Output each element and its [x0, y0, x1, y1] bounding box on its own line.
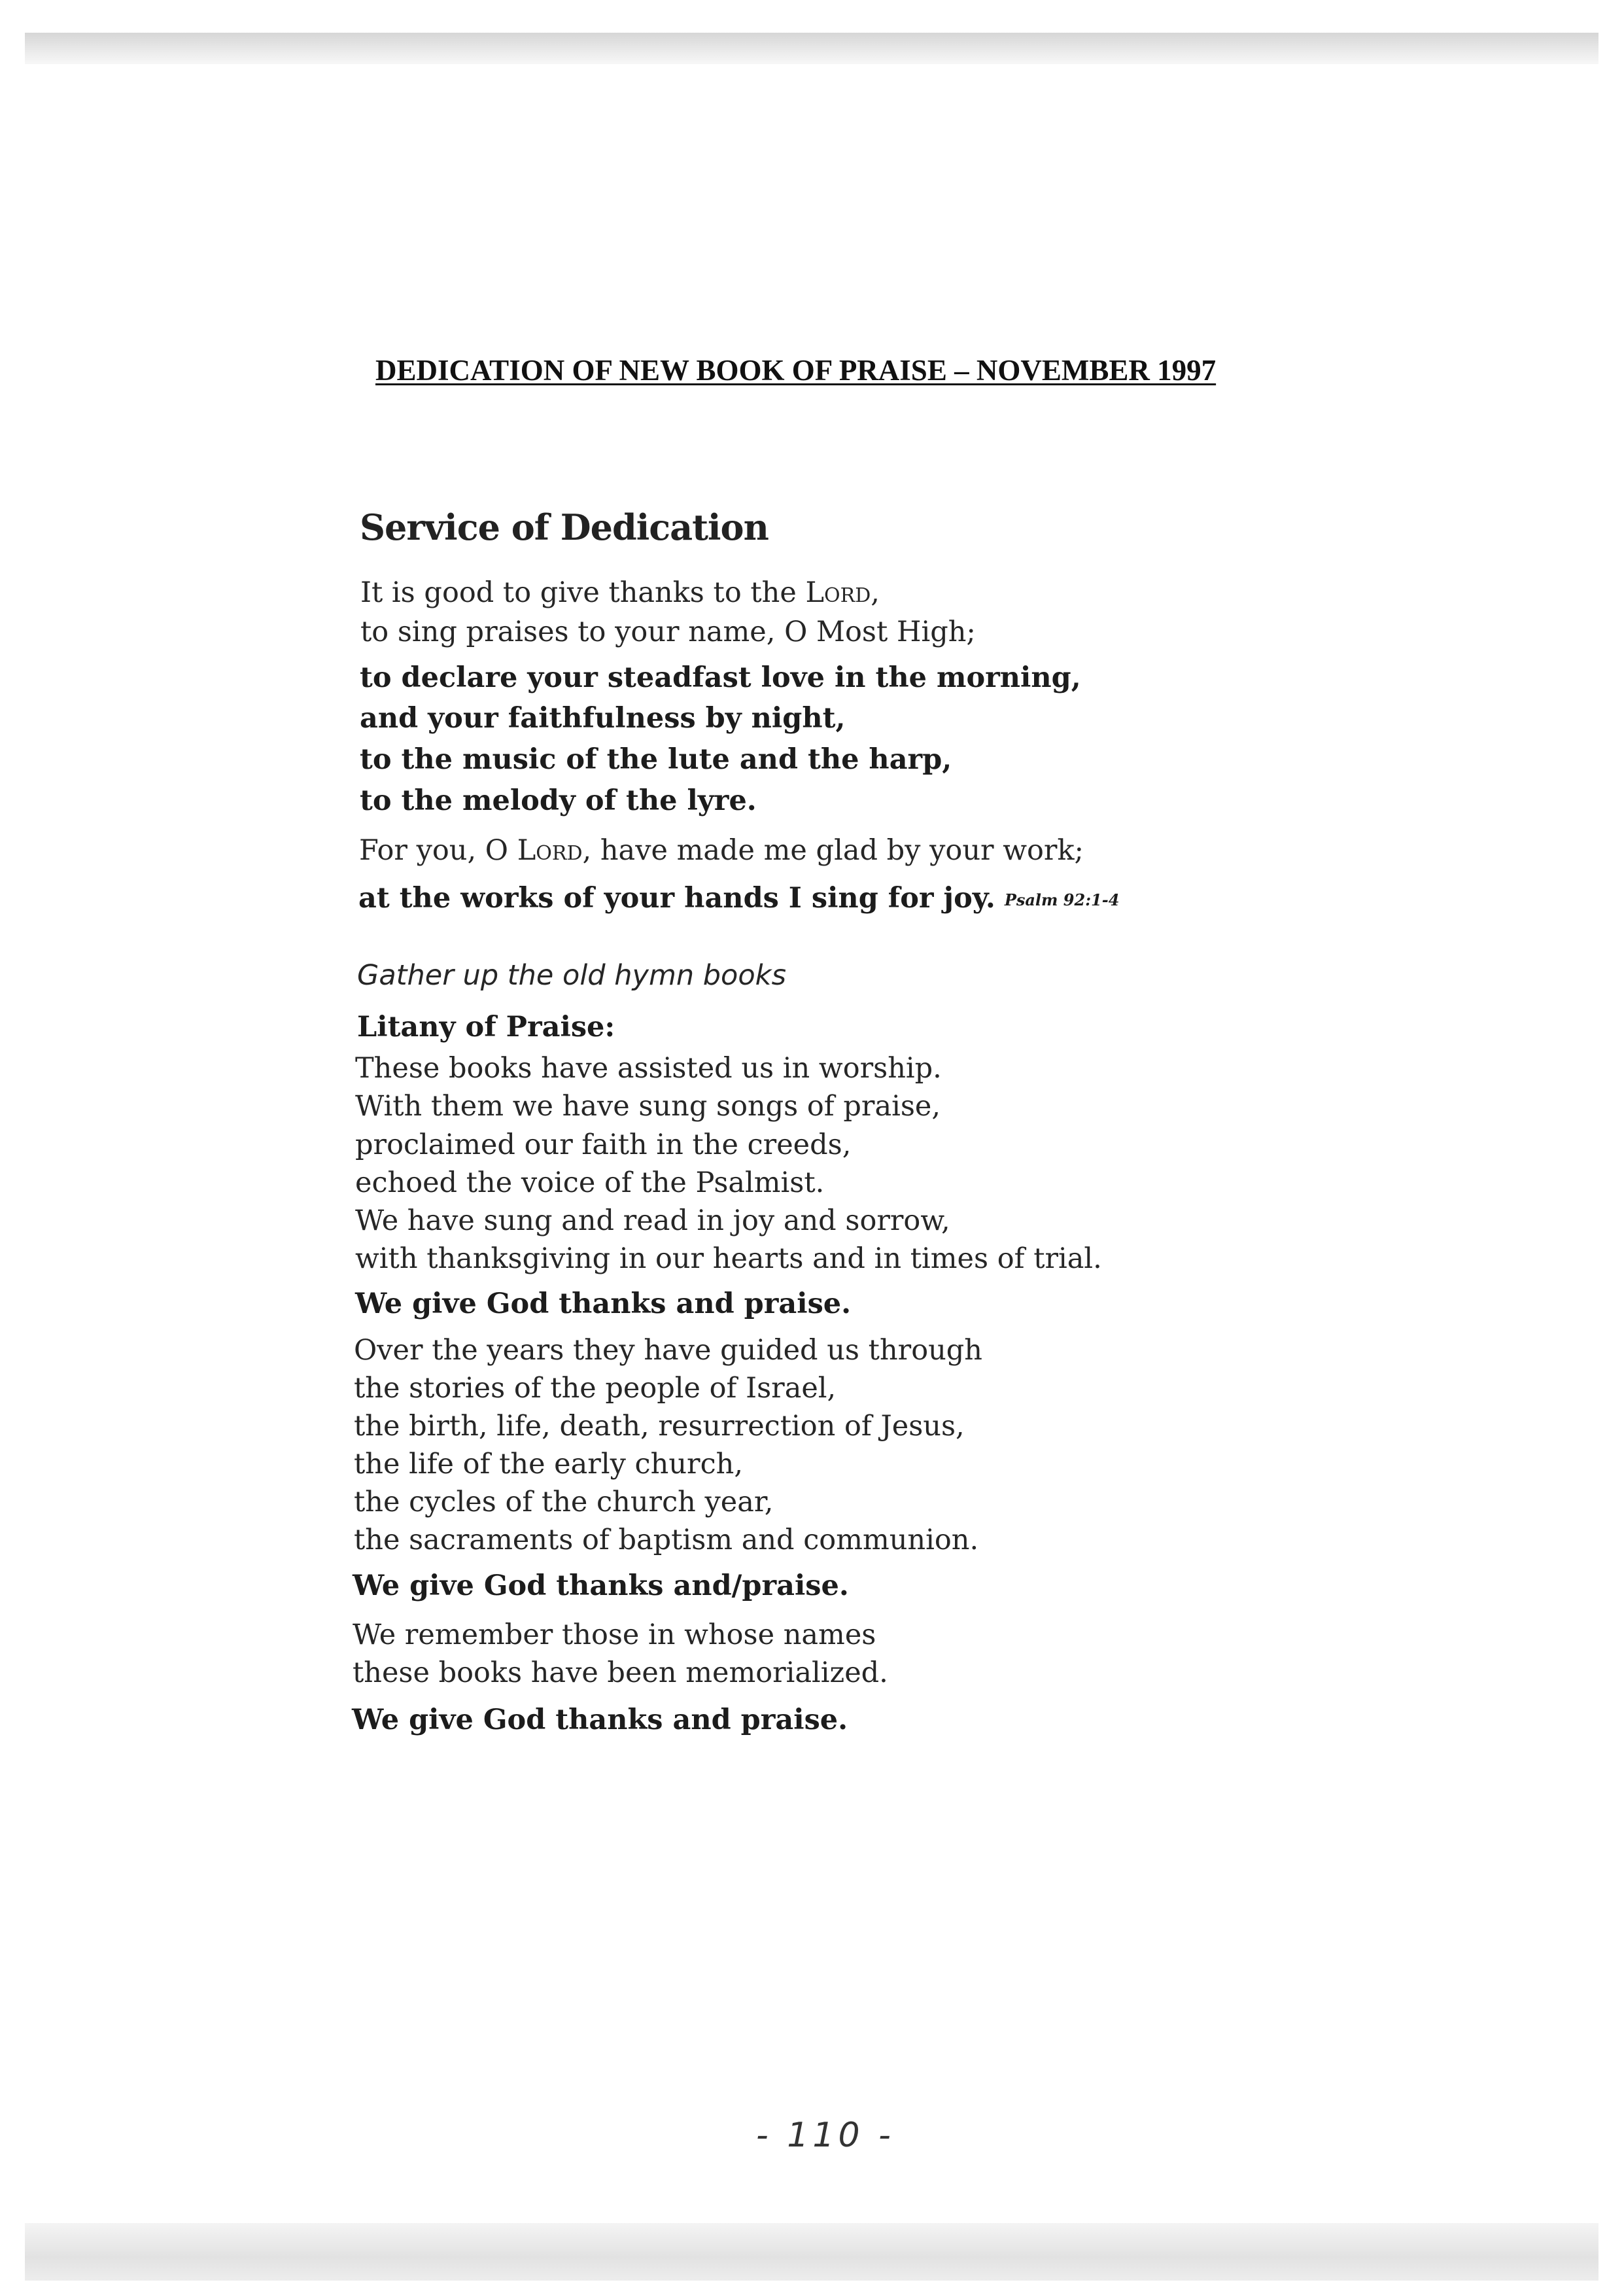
litany-response: We give God thanks and/praise.	[353, 1569, 849, 1602]
instruction-text: Gather up the old hymn books	[357, 959, 786, 992]
psalm-line-4: and your faithfulness by night,	[360, 702, 846, 735]
lord-small-caps: Lord	[805, 576, 871, 609]
litany-line: these books have been memorialized.	[353, 1656, 888, 1689]
scan-edge-top	[25, 33, 1598, 64]
litany-line: the cycles of the church year,	[354, 1486, 774, 1518]
litany-line: With them we have sung songs of praise,	[355, 1090, 941, 1123]
litany-line: These books have assisted us in worship.	[355, 1052, 942, 1085]
psalm-line-7	[359, 834, 1084, 867]
litany-response: We give God thanks and praise.	[352, 1704, 848, 1736]
page-number: - 110 -	[756, 2116, 895, 2155]
section-title: Service of Dedication	[360, 506, 769, 548]
psalm-line-2: to sing praises to your name, O Most High;	[360, 616, 976, 648]
psalm-line-1-punct: ,	[871, 576, 880, 609]
psalm-line-7-rest: , have made me glad by your work;	[582, 834, 1084, 867]
litany-line: the sacraments of baptism and communion.	[354, 1524, 979, 1556]
psalm-line-8	[358, 882, 1120, 915]
psalm-line-1-text: It is good to give thanks to the	[360, 576, 806, 609]
litany-title: Litany of Praise:	[357, 1011, 615, 1043]
scan-edge-bottom	[25, 2223, 1598, 2281]
page-header: DEDICATION OF NEW BOOK OF PRAISE – NOVEMBER 1997	[375, 354, 1217, 387]
psalm-line-3: to declare your steadfast love in the morning,	[360, 661, 1081, 694]
psalm-citation: Psalm 92:1-4	[1004, 890, 1120, 909]
litany-line: the life of the early church,	[354, 1448, 744, 1480]
psalm-line-7-text: For you, O	[359, 834, 517, 867]
psalm-line-1	[360, 576, 880, 609]
litany-line: We have sung and read in joy and sorrow,	[355, 1204, 950, 1237]
litany-line: proclaimed our faith in the creeds,	[355, 1129, 852, 1161]
psalm-line-5: to the music of the lute and the harp,	[360, 743, 952, 776]
psalm-line-6: to the melody of the lyre.	[360, 784, 757, 817]
psalm-line-8-text: at the works of your hands I sing for joy.	[358, 882, 995, 915]
litany-line: with thanksgiving in our hearts and in times of trial.	[355, 1242, 1102, 1275]
litany-response: We give God thanks and praise.	[355, 1288, 852, 1320]
litany-line: the birth, life, death, resurrection of Jesus,	[354, 1410, 965, 1443]
litany-line: Over the years they have guided us through	[354, 1334, 982, 1367]
litany-line: echoed the voice of the Psalmist.	[355, 1166, 825, 1199]
litany-line: We remember those in whose names	[353, 1619, 876, 1651]
litany-line: the stories of the people of Israel,	[354, 1372, 837, 1405]
lord-small-caps: Lord	[517, 834, 583, 867]
